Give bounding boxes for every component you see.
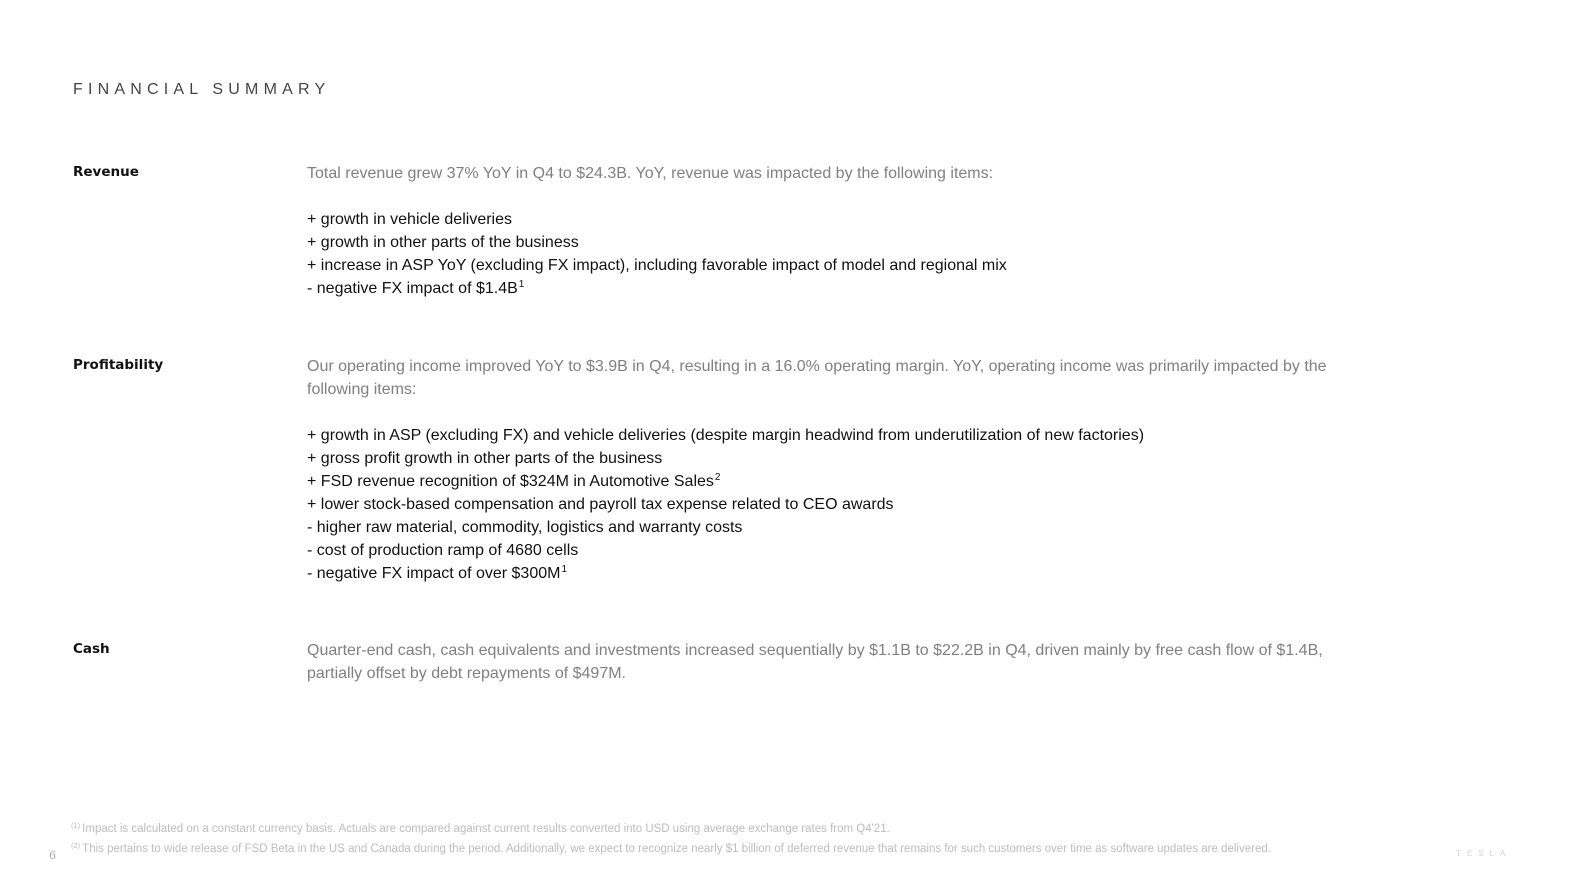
profitability-label: Profitability [73,357,164,373]
footnote-marker: (1) [71,821,81,830]
bullet-item [307,277,1352,300]
page-title: FINANCIAL SUMMARY [73,81,331,98]
logo-letter: L [1489,849,1497,858]
bullet-text: + increase in ASP YoY (excluding FX impact), including favorable impact of model and regional mix [307,257,1007,274]
logo-letter: E [1466,849,1475,858]
bullet-item [307,424,1352,447]
bullet-item [307,254,1352,277]
footnotes [71,818,1271,857]
bullet-item [307,231,1352,254]
footnote-ref: 1 [561,564,568,575]
revenue-lead: Total revenue grew 37% YoY in Q4 to $24.3B. YoY, revenue was impacted by the following items: [307,165,994,182]
bullet-text: - higher raw material, commodity, logistics and warranty costs [307,519,743,536]
bullet-text: + growth in vehicle deliveries [307,211,512,228]
page-number: 6 [49,849,56,862]
bullet-item [307,208,1352,231]
bullet-text: + FSD revenue recognition of $324M in Automotive Sales [307,473,714,490]
footnote-marker: (2) [71,840,81,850]
cash-label: Cash [73,641,110,657]
logo-letter: A [1500,849,1508,858]
revenue-label: Revenue [73,164,139,180]
bullet-text: + growth in other parts of the business [307,234,579,251]
footnote-ref: 2 [714,472,721,483]
footnote-ref: 1 [518,279,525,290]
cash-lead: Quarter-end cash, cash equivalents and investments increased sequentially by $1.1B to $22.2B in Q4, driven mainly by free cash flow of $1.4B, partially offset by debt repayments of $497M. [307,642,1323,682]
footnote-text: Impact is calculated on a constant currency basis. Actuals are compared against current results converted into USD using average exchange rates from Q4'21. [82,823,890,835]
brand-logo [1456,849,1507,858]
footnote-1 [71,818,1271,838]
revenue-items [307,208,1352,300]
bullet-item [307,516,1352,539]
bullet-text: - negative FX impact of $1.4B [307,280,518,297]
bullet-text: + growth in ASP (excluding FX) and vehicle deliveries (despite margin headwind from underutilization of new factories) [307,427,1145,444]
logo-letter: T [1456,849,1463,858]
cash-content [307,639,1352,685]
bullet-text: - cost of production ramp of 4680 cells [307,542,579,559]
bullet-text: - negative FX impact of over $300M [307,565,561,582]
bullet-item [307,539,1352,562]
bullet-item [307,447,1352,470]
profitability-lead: Our operating income improved YoY to $3.9B in Q4, resulting in a 16.0% operating margin. YoY, operating income was primarily impacted by the following items: [307,358,1327,398]
bullet-item [307,562,1352,585]
revenue-content [307,162,1352,300]
logo-letter: S [1478,849,1486,858]
bullet-item [307,470,1352,493]
footnote-2 [71,838,1271,858]
bullet-item [307,493,1352,516]
footnote-text: This pertains to wide release of FSD Beta in the US and Canada during the period. Additionally, we expect to recognize nearly $1 billion of deferred revenue that remains for such customers over time as software updates are delivered. [82,842,1271,855]
bullet-text: + lower stock-based compensation and payroll tax expense related to CEO awards [307,496,894,513]
bullet-text: + gross profit growth in other parts of the business [307,450,663,467]
profitability-items [307,424,1352,585]
profitability-content [307,355,1352,585]
